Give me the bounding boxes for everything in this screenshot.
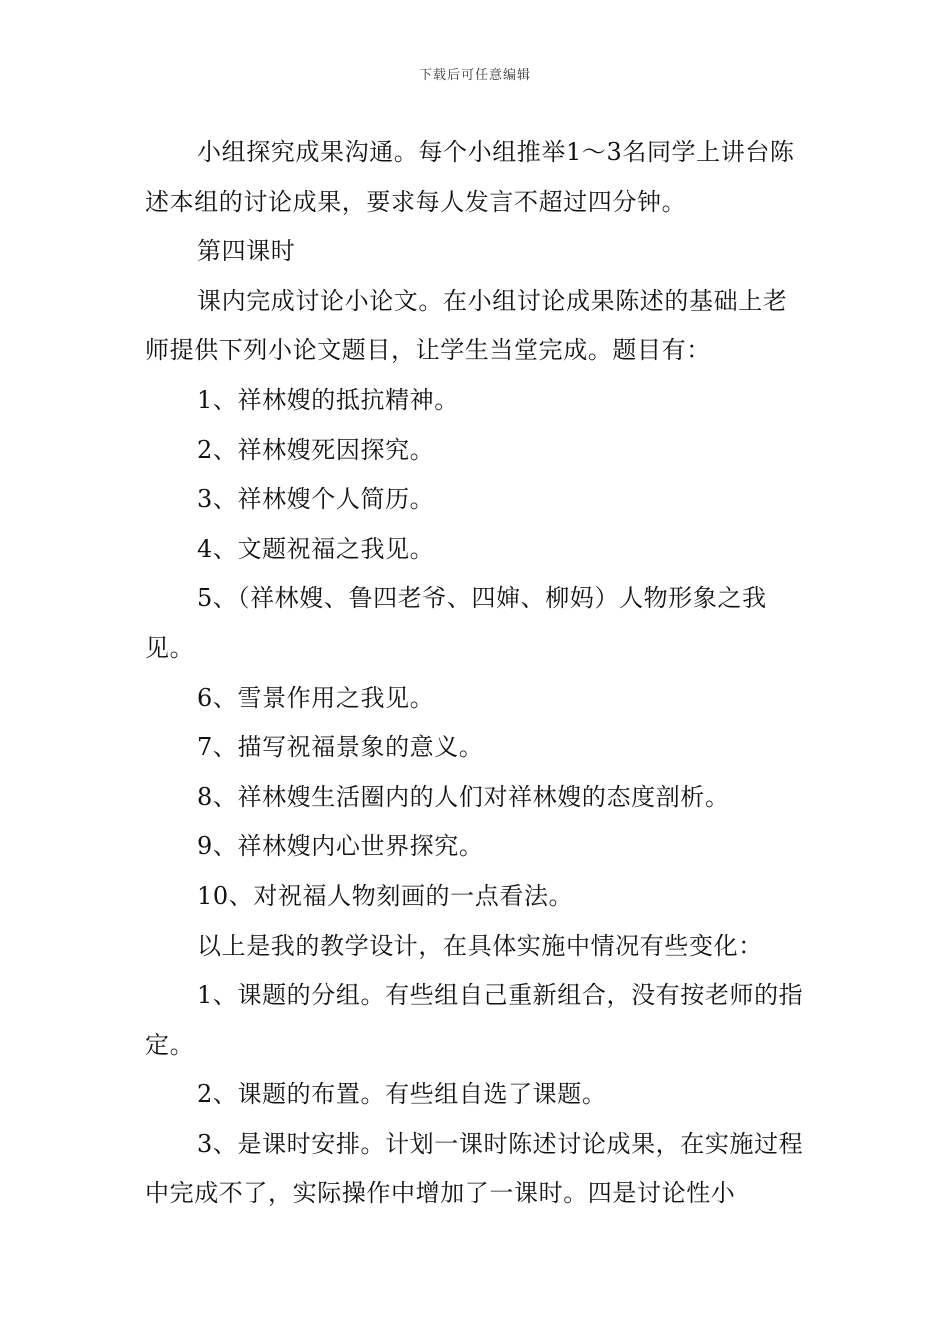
paragraph: 以上是我的教学设计，在具体实施中情况有些变化： (197, 931, 763, 960)
list-item: 8、祥林嫂生活圈内的人们对祥林嫂的态度剖析。 (197, 782, 730, 811)
list-item: 2、课题的布置。有些组自选了课题。 (197, 1080, 607, 1109)
page-header: 下载后可任意编辑 (418, 68, 531, 83)
list-item: 1、祥林嫂的抵抗精神。 (197, 385, 459, 414)
list-item: 3、是课时安排。计划一课时陈述讨论成果，在实施过程中完成不了，实际操作中增加了一课时。四是讨论性小 (145, 1129, 804, 1208)
list-item: 7、描写祝福景象的意义。 (197, 733, 484, 762)
list-item: 5、（祥林嫂、鲁四老爷、四婶、柳妈）人物形象之我见。 (145, 584, 767, 662)
paragraph: 小组探究成果沟通。每个小组推举1～3名同学上讲台陈述本组的讨论成果，要求每人发言不超过四分钟。 (145, 138, 795, 216)
list-item: 4、文题祝福之我见。 (197, 534, 435, 563)
section-heading: 第四课时 (197, 237, 296, 266)
paragraph: 课内完成讨论小论文。在小组讨论成果陈述的基础上老师提供下列小论文题目，让学生当堂完成。题目有： (145, 286, 788, 365)
document-body (145, 128, 807, 1219)
list-item: 1、课题的分组。有些组自己重新组合，没有按老师的指定。 (145, 981, 804, 1059)
list-item: 2、祥林嫂死因探究。 (197, 435, 435, 464)
list-item: 6、雪景作用之我见。 (197, 683, 435, 712)
list-item: 9、祥林嫂内心世界探究。 (197, 832, 484, 861)
list-item: 10、对祝福人物刻画的一点看法。 (197, 881, 574, 910)
list-item: 3、祥林嫂个人简历。 (197, 485, 435, 514)
